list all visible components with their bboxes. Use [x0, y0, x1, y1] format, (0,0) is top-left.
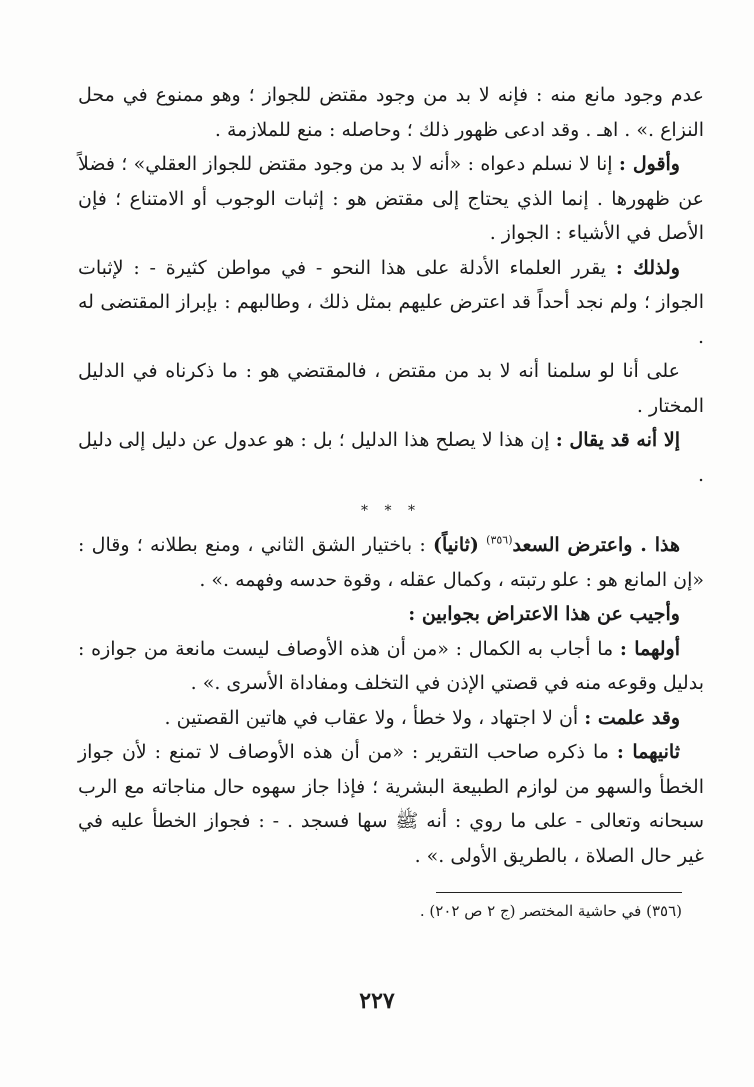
paragraph-text: يقرر العلماء الأدلة على هذا النحو - في مواطن كثيرة - : لإثبات الجواز ؛ ولم نجد أحداً قد اعترض عليهم بمثل ذلك ، وطالبهم : بإبراز المقتضى له . — [78, 256, 704, 348]
paragraph-1 — [78, 78, 704, 147]
paragraph-lead-2: (ثانياً) — [433, 534, 479, 556]
paragraph-hadha — [78, 528, 704, 597]
paragraph-text: على أنا لو سلمنا أنه لا بد من مقتض ، فالمقتضي هو : ما ذكرناه في الدليل المختار . — [78, 360, 704, 417]
paragraph-lead: وأقول : — [618, 153, 680, 175]
paragraph-lead: إلا أنه قد يقال : — [555, 429, 681, 451]
paragraph-text: أن لا اجتهاد ، ولا خطأ ، ولا عقاب في هاتين القصتين . — [164, 706, 585, 729]
paragraph-text: : باختيار الشق الثاني ، ومنع بطلانه ؛ وقال : «إن المانع هو : علو رتبته ، وكمال عقله ، وقوة حدسه وفهمه .» . — [78, 534, 704, 591]
section-separator: * * * — [361, 503, 421, 519]
paragraph-lead: ولذلك : — [615, 256, 680, 279]
page-number: ٢٢٧ — [359, 988, 395, 1014]
paragraph-2 — [78, 147, 704, 251]
paragraph-text: إنا لا نسلم دعواه : «أنه لا بد من وجود مقتض للجواز العقلي» ؛ فضلاً عن ظهورها . إنما الذي يحتاج إلى مقتض هو : إثبات الوجوب أو الامتناع ؛ فإن الأصل في الأشياء : الجواز . — [78, 153, 704, 244]
paragraph-text: ما أجاب به الكمال : «من أن هذه الأوصاف ليست مانعة من جوازه : بدليل وقوعه منه في قصتي الإذن في التخلف ومفاداة الأسرى .» . — [78, 637, 704, 694]
main-text — [78, 78, 704, 873]
paragraph-text: عدم وجود مانع منه : فإنه لا بد من وجود مقتض للجواز ؛ وهو ممنوع في محل النزاع .» . اهـ . وقد ادعى ظهور ذلك ؛ وحاصله : منع للملازمة . — [78, 84, 704, 141]
footnote-divider — [436, 892, 682, 893]
answers-heading: وأجيب عن هذا الاعتراض بجوابين : — [408, 603, 680, 625]
paragraph-first-answer — [78, 632, 704, 701]
paragraph-5 — [78, 423, 704, 492]
paragraph-lead: أولهما : — [619, 637, 680, 660]
paragraph-second-answer — [78, 735, 704, 873]
paragraph-text: إن هذا لا يصلح هذا الدليل ؛ بل : هو عدول عن دليل إلى دليل . — [78, 429, 704, 486]
paragraph-4 — [78, 354, 704, 423]
paragraph-lead: وقد علمت : — [584, 706, 680, 729]
footnote-reference[interactable]: (٣٥٦) — [486, 533, 513, 547]
paragraph-text: ما ذكره صاحب التقرير : «من أن هذه الأوصاف لا تمنع : لأن جواز الخطأ والسهو من لوازم الطبيعة البشرية ؛ فإذا جاز سهوه حال مناجاته مع الرب سبحانه وتعالى - على ما روي : أنه ﷺ سها فسجد . - : فجواز الخطأ عليه في غير حال الصلاة ، بالطريق الأولى .» . — [78, 741, 704, 867]
footnote: (٣٥٦) في حاشية المختصر (ج ٢ ص ٢٠٢) . — [419, 902, 682, 920]
paragraph-3 — [78, 251, 704, 355]
paragraph-waqad-alimta — [78, 701, 704, 736]
paragraph-lead: ثانيهما : — [616, 741, 680, 763]
paragraph-lead: هذا . واعترض السعد — [512, 534, 680, 556]
